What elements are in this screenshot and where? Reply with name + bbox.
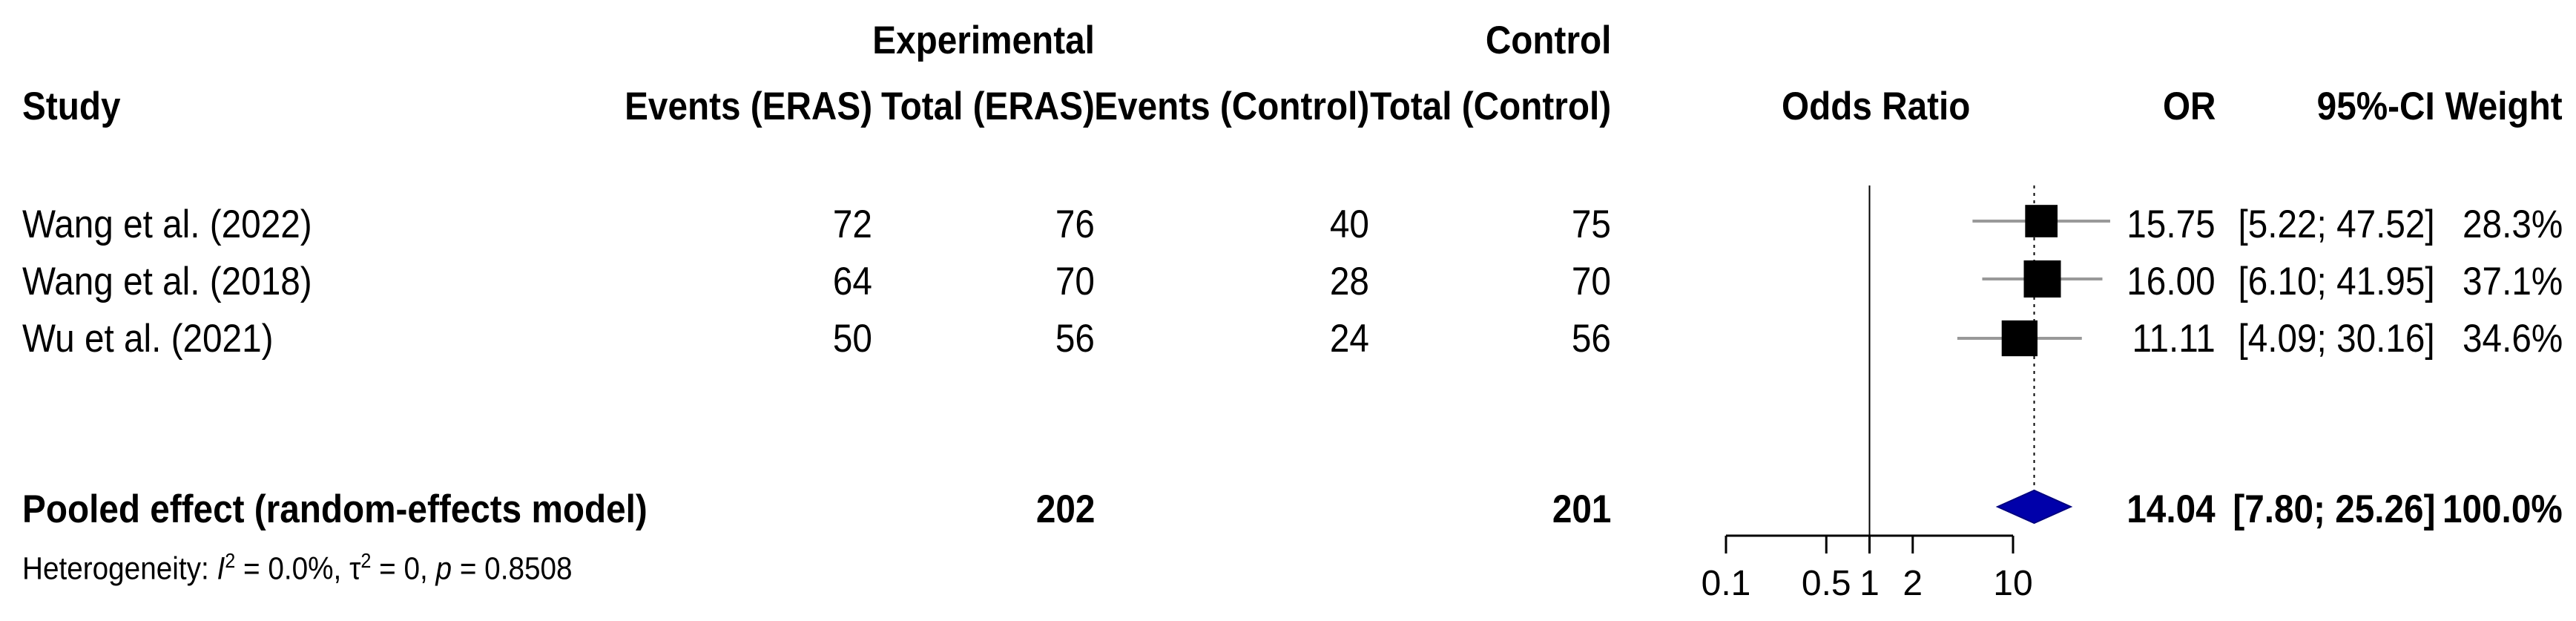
ci-value: [5.22; 47.52]	[2238, 203, 2435, 246]
total-ctrl: 75	[1571, 203, 1611, 246]
x-tick-label: 1	[1859, 564, 1880, 603]
study-box	[2023, 260, 2061, 298]
header-events-ctrl: Events (Control)	[1093, 85, 1369, 128]
events-exp: 64	[832, 260, 872, 303]
ci-value: [6.10; 41.95]	[2238, 260, 2435, 303]
total-ctrl: 56	[1571, 317, 1611, 361]
header-experimental: Experimental	[872, 19, 1095, 62]
study-box	[2002, 321, 2038, 356]
weight-value: 34.6%	[2462, 317, 2563, 361]
header-events-exp: Events (ERAS)	[625, 85, 872, 128]
pooled-label: Pooled effect (random-effects model)	[22, 487, 648, 531]
header-total-exp: Total (ERAS)	[881, 85, 1095, 128]
pooled-weight: 100.0%	[2442, 487, 2563, 531]
study-box	[2025, 205, 2058, 237]
weight-value: 28.3%	[2462, 203, 2563, 246]
header-weight: Weight	[2445, 85, 2563, 128]
events-exp: 72	[832, 203, 872, 246]
total-exp: 56	[1055, 317, 1095, 361]
pooled-diamond	[1997, 490, 2071, 523]
events-ctrl: 28	[1329, 260, 1369, 303]
or-value: 16.00	[2127, 260, 2216, 303]
or-value: 11.11	[2132, 317, 2216, 361]
total-exp: 70	[1055, 260, 1095, 303]
header-ci: 95%-CI	[2316, 85, 2435, 128]
events-ctrl: 24	[1329, 317, 1369, 361]
header-study: Study	[22, 85, 121, 128]
total-ctrl: 70	[1571, 260, 1611, 303]
pooled-total-ctrl: 201	[1552, 487, 1611, 531]
x-tick-label: 0.1	[1701, 564, 1751, 603]
x-tick-label: 0.5	[1801, 564, 1851, 603]
x-tick-label: 10	[1993, 564, 2033, 603]
pooled-or: 14.04	[2127, 487, 2216, 531]
events-ctrl: 40	[1329, 203, 1369, 246]
weight-value: 37.1%	[2462, 260, 2563, 303]
or-value: 15.75	[2127, 203, 2216, 246]
ci-value: [4.09; 30.16]	[2238, 317, 2435, 361]
heterogeneity-text: Heterogeneity: $I^2 = 0.0\%$, $\tau^2 = 0$, p = 0.8508	[22, 549, 573, 587]
header-or: OR	[2162, 85, 2216, 128]
x-tick-label: 2	[1903, 564, 1923, 603]
events-exp: 50	[832, 317, 872, 361]
header-total-ctrl: Total (Control)	[1370, 85, 1611, 128]
study-name: Wu et al. (2021)	[22, 317, 274, 361]
header-control: Control	[1485, 19, 1611, 62]
header-odds-ratio: Odds Ratio	[1782, 85, 1971, 128]
study-name: Wang et al. (2022)	[22, 203, 312, 246]
pooled-total-exp: 202	[1035, 487, 1095, 531]
total-exp: 76	[1055, 203, 1095, 246]
pooled-ci: [7.80; 25.26]	[2232, 487, 2435, 531]
study-name: Wang et al. (2018)	[22, 260, 312, 303]
